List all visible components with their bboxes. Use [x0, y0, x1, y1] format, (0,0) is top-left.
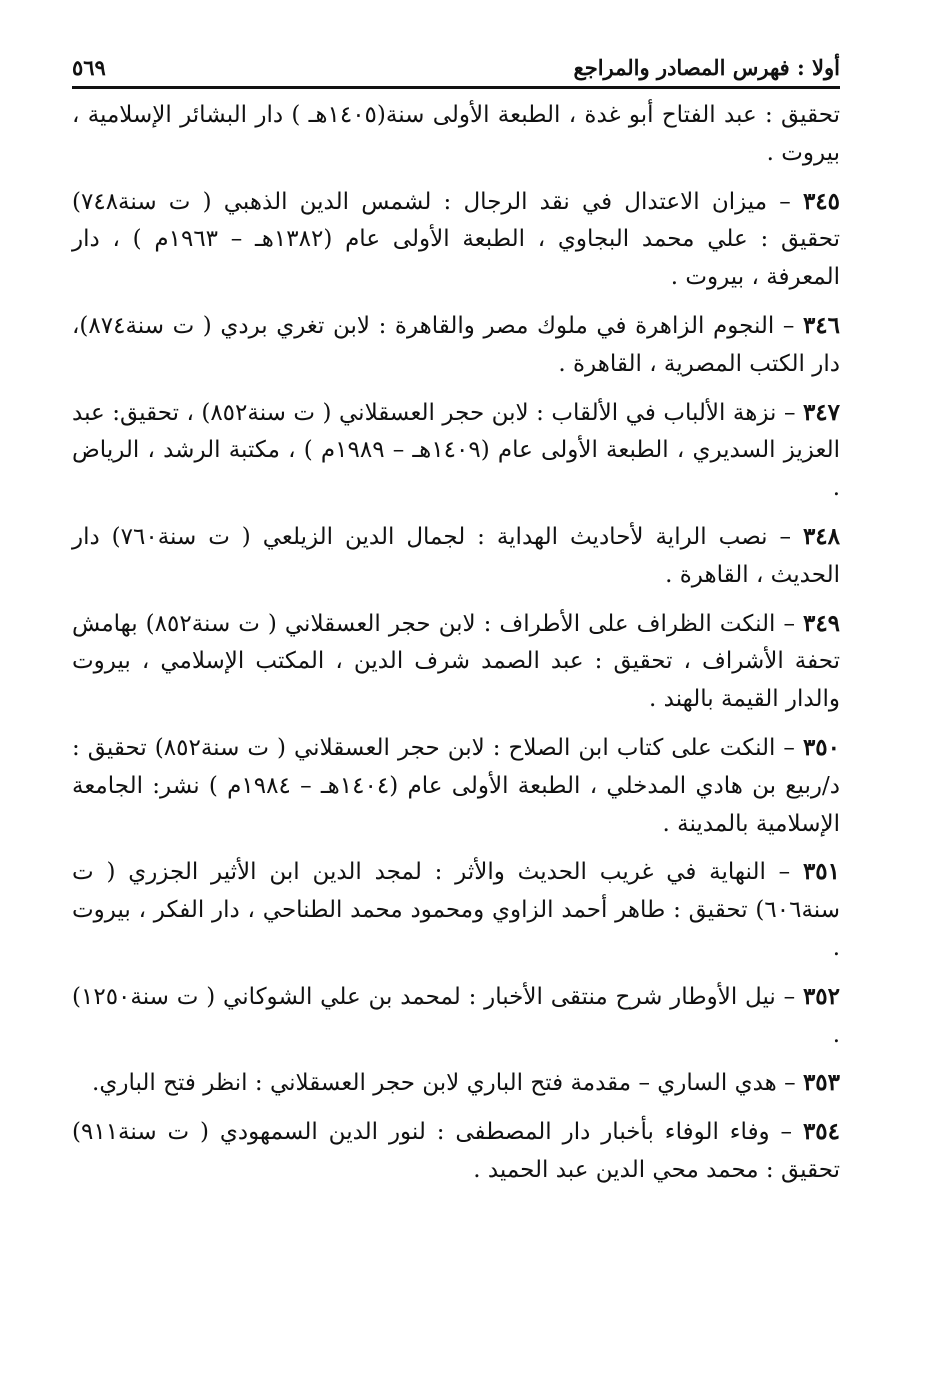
entry-number: ٣٤٨ [802, 522, 841, 550]
bibliography-entry [72, 1113, 840, 1190]
entry-text: – وفاء الوفاء بأخبار دار المصطفى : لنور الدين السمهودي ( ت سنة٩١١) تحقيق : محمد محي الدين عبد الحميد . [72, 1119, 840, 1183]
entry-text: – النكت الظراف على الأطراف : لابن حجر العسقلاني ( ت سنة٨٥٢) بهامش تحفة الأشراف ، تحقيق : عبد الصمد شرف الدين ، المكتب الإسلامي ، بيروت والدار القيمة بالهند . [72, 610, 840, 713]
entry-text: – هدي الساري – مقدمة فتح الباري لابن حجر العسقلاني : انظر فتح الباري. [92, 1070, 796, 1097]
bibliography-entry [72, 729, 840, 843]
bibliography-entry [72, 183, 840, 297]
entry-text: – النجوم الزاهرة في ملوك مصر والقاهرة : لابن تغري بردي ( ت سنة٨٧٤)، دار الكتب المصرية ، القاهرة . [72, 312, 840, 377]
entry-number: ٣٤٦ [802, 311, 840, 339]
header-rule [72, 86, 840, 89]
entry-text: – ميزان الاعتدال في نقد الرجال : لشمس الدين الذهبي ( ت سنة٧٤٨) تحقيق : علي محمد البجاوي ، الطبعة الأولى عام (١٣٨٢هـ – ١٩٦٣م ) ، دار المعرفة ، بيروت . [72, 188, 840, 291]
entry-number: ٣٤٧ [802, 398, 840, 426]
entry-text: – النكت على كتاب ابن الصلاح : لابن حجر العسقلاني ( ت سنة٨٥٢) تحقيق : د/ربيع بن هادي المدخلي ، الطبعة الأولى عام (١٤٠٤هـ – ١٩٨٤م ) نشر: الجامعة الإسلامية بالمدينة . [72, 734, 840, 837]
entry-number: ٣٤٩ [802, 609, 841, 637]
entry-number: ٣٥٣ [802, 1069, 840, 1097]
continued-entry-text: تحقيق : عبد الفتاح أبو غدة ، الطبعة الأولى سنة(١٤٠٥هـ ) دار البشائر الإسلامية ، بيروت . [72, 102, 841, 166]
entry-number: ٣٥١ [802, 858, 841, 886]
entry-number: ٣٥٠ [802, 733, 840, 761]
entry-number: ٣٥٤ [802, 1118, 841, 1146]
bibliography-entry [72, 394, 840, 508]
entry-text: – نيل الأوطار شرح منتقى الأخبار : لمحمد بن علي الشوكاني ( ت سنة١٢٥٠) . [72, 983, 840, 1048]
bibliography-entry [72, 853, 840, 967]
entry-text: – النهاية في غريب الحديث والأثر : لمجد الدين ابن الأثير الجزري ( ت سنة٦٠٦) تحقيق : طاهر أحمد الزاوي ومحمود محمد الطناحي ، دار الفكر ، بيروت . [72, 859, 840, 961]
bibliography-entry [72, 1064, 840, 1103]
running-title: أولا : فهرس المصادر والمراجع [573, 55, 840, 80]
entry-number: ٣٥٢ [802, 982, 841, 1010]
bibliography-entry [72, 518, 840, 595]
entry-text: – نصب الراية لأحاديث الهداية : لجمال الدين الزيلعي ( ت سنة٧٦٠) دار الحديث ، القاهرة . [72, 523, 840, 588]
page-header [72, 40, 840, 80]
bibliography-entry [72, 978, 840, 1055]
entry-number: ٣٤٥ [802, 187, 841, 215]
page-number: ٥٦٩ [72, 55, 106, 80]
bibliography-entry [72, 307, 840, 384]
bibliography-list [72, 97, 840, 1200]
bibliography-entry [72, 605, 840, 719]
entry-text: – نزهة الألباب في الألقاب : لابن حجر العسقلاني ( ت سنة٨٥٢) ، تحقيق: عبد العزيز السديري ، الطبعة الأولى عام (١٤٠٩هـ – ١٩٨٩م ) ، مكتبة الرشد ، الرياض . [72, 399, 840, 502]
